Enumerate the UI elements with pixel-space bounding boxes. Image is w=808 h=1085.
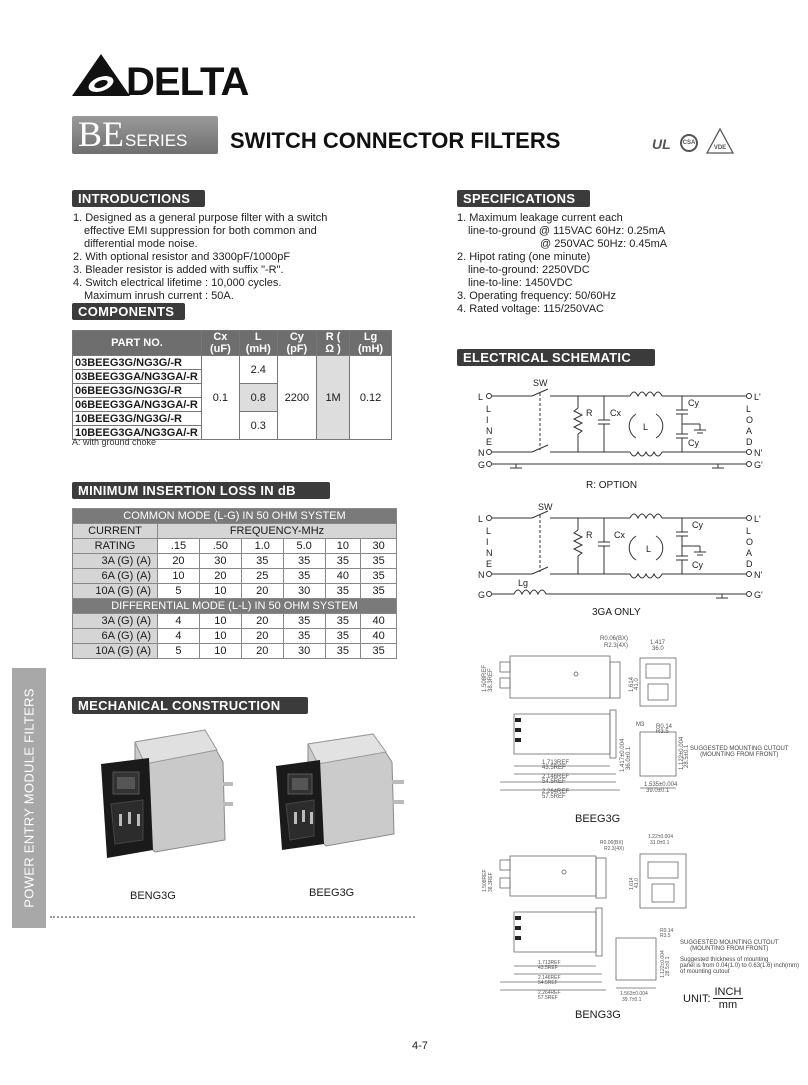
cell: 10 [199,629,241,644]
dim-text: 1.417 [650,640,666,646]
dim-text: 2.146REF [542,774,570,780]
schematic-caption-1: R: OPTION [586,480,638,491]
cell: 35 [361,569,397,584]
dim-text: 2.146REF [538,975,561,981]
l-value: 0.8 [239,384,277,412]
dim-text: 1.122±0.004 [679,736,685,770]
freq-cell: 1.0 [241,539,283,554]
cert-ul-text: UL [652,136,671,152]
row-label: 6A (G) (A) [73,629,158,644]
row-label: 10A (G) (A) [73,644,158,659]
components-note: A: with ground choke [72,437,157,447]
spec-line: 2. Hipot rating (one minute) [457,251,591,263]
spec-line: @ 250VAC 50Hz: 0.45mA [540,238,668,250]
dim-text: M3 [636,722,645,728]
series-big: BE [78,114,125,154]
schem2-load-letter: A [746,548,753,558]
dim-text: 1.614 [629,877,635,890]
dimension-drawing-beng3g [480,828,790,1008]
spec-line: line-to-line: 1450VDC [468,277,573,289]
schem2-line-letter: I [486,537,489,547]
frequency-label: FREQUENCY-MHz [158,524,397,539]
dim-text: 2.264REF [542,789,570,795]
cell: 10 [158,569,200,584]
l-value: 2.4 [239,356,277,384]
part-number: 03BEEG3GA/NG3GA/-R [73,370,202,384]
schem2-sw: SW [538,502,553,512]
dimension-drawing-beeg3g [480,632,790,812]
dim-text: 36.0±0.1 [626,746,632,770]
rating-label: RATING [73,539,158,554]
schem1-gp: G' [754,460,763,470]
schem2-line-letter: N [486,548,493,558]
schematic-caption-2: 3GA ONLY [592,607,641,618]
schem1-np: N' [754,448,763,458]
col-header: Cy (pF) [277,331,316,356]
r-value: 1M [317,356,350,440]
unit-mm: mm [718,999,738,1011]
schem1-n: N [478,448,485,458]
schem2-load-letter: D [746,559,753,569]
table-row [73,554,397,569]
cy-value: 2200 [277,356,316,440]
l-value: 0.3 [239,412,277,440]
cert-csa-icon [680,134,698,152]
components-heading: COMPONENTS [72,303,185,320]
table-row [73,644,397,659]
cutout-front-label: SUGGESTED MOUNTING CUTOUT (MOUNTING FROM FRONT) [690,746,789,758]
table-row [73,614,397,629]
dim-text: 41.0 [634,678,640,690]
photo-caption-beeg3g: BEEG3G [309,887,355,899]
cell: 5 [158,644,200,659]
dim-text: 1.22±0.004 [648,834,673,840]
freq-cell: .50 [199,539,241,554]
cell: 30 [283,644,325,659]
freq-cell: 10 [325,539,361,554]
cell: 35 [361,584,397,599]
series-small: SERIES [125,131,188,150]
schem1-load-letter: D [746,437,753,447]
series-badge [72,116,218,154]
cell: 35 [241,554,283,569]
cell: 20 [241,644,283,659]
row-label: 3A (G) (A) [73,554,158,569]
cell: 5 [158,584,200,599]
specifications-text [457,212,667,316]
dim-text: 1.713REF [538,960,561,966]
schematic-heading: ELECTRICAL SCHEMATIC [457,349,655,366]
drawing-caption-beng3g: BENG3G [575,1009,621,1021]
dim-text: 54.5REF [542,779,566,785]
dim-text: 43.5REF [538,965,558,971]
cell: 35 [283,614,325,629]
dim-text: 57.5REF [538,995,558,1001]
dim-text: R2.3(4X) [604,846,625,852]
table-row [73,584,397,599]
row-label: 10A (G) (A) [73,584,158,599]
dim-text: 1.563±0.004 [620,991,648,997]
cell: 35 [325,554,361,569]
dim-text: R3.5 [660,933,671,939]
schem1-load-letter: A [746,426,753,436]
part-number: 03BEEG3G/NG3G/-R [73,356,202,370]
dim-text: 39.7±0.1 [622,997,642,1003]
part-number: 10BEEG3G/NG3G/-R [73,412,202,426]
cell: 4 [158,614,200,629]
dim-text: R0.14 [656,724,673,730]
unit-inch: INCH [714,986,742,998]
cell: 35 [325,629,361,644]
cell: 10 [199,584,241,599]
cell: 40 [325,569,361,584]
differential-mode-title: DIFFERENTIAL MODE (L-L) IN 50 OHM SYSTEM [73,599,397,614]
schem1-r: R [586,408,593,418]
dotted-divider [50,916,415,918]
intro-line: effective EMI suppression for both common and [84,225,317,237]
intro-line: 2. With optional resistor and 3300pF/1000pF [73,251,291,263]
schem1-load-letter: L [746,404,752,414]
intro-line: 4. Switch electrical lifetime : 10,000 cycles. [73,277,282,289]
dim-text: 1.417±0.004 [620,738,626,772]
cx-value: 0.1 [201,356,239,440]
intro-line: differential mode noise. [84,238,198,250]
schem2-g: G [478,590,486,600]
drawing-caption-beeg3g: BEEG3G [575,813,621,825]
cell: 20 [158,554,200,569]
dim-text: 41.0 [634,878,640,888]
page-title: SWITCH CONNECTOR FILTERS [230,128,561,153]
dim-text: 38.3REF [488,872,494,892]
page-number: 4-7 [412,1040,428,1052]
schem2-n: N [478,570,485,580]
schem2-r: R [586,530,593,540]
dim-text: 28.5±0.1 [684,744,690,768]
cert-csa-text: CSA [682,140,696,146]
dim-text: 1.508REF [482,664,488,692]
dim-text: 2.264REF [538,990,561,996]
introductions-text [73,212,327,303]
common-mode-title: COMMON MODE (L-G) IN 50 OHM SYSTEM [73,509,397,524]
cutout-thickness-note: Suggested thickness of mounting panel is from 0.04(1.0) to 0.63(1.6) inch(mm) of mounting cutout [680,957,800,975]
cell: 20 [241,584,283,599]
part-number: 10BEEG3GA/NG3GA/-R [73,426,202,440]
dim-text: R3.5 [656,729,669,735]
spec-line: 3. Operating frequency: 50/60Hz [457,290,616,302]
dim-text: 38.3REF [488,668,494,692]
cell: 20 [199,569,241,584]
cell: 10 [199,644,241,659]
dim-text: 31.0±0.1 [650,840,670,846]
brand-name: DELTA [126,60,249,104]
dim-text: R2.3(4X) [604,643,629,649]
freq-cell: 5.0 [283,539,325,554]
schem2-line-letter: E [486,559,493,569]
mechanical-heading: MECHANICAL CONSTRUCTION [72,697,308,714]
components-table [72,330,392,440]
dim-text: 1.535±0.004 [644,782,678,788]
cell: 35 [283,554,325,569]
dim-text: 1.713REF [542,760,570,766]
dim-text: 54.5REF [538,980,558,986]
cell: 35 [361,554,397,569]
cell: 20 [241,614,283,629]
schematic-diagram-1 [470,376,780,494]
cell: 30 [199,554,241,569]
schem1-cx: Cx [610,408,621,418]
cell: 35 [283,629,325,644]
cert-vde-text: VDE [713,145,727,151]
spec-line: 4. Rated voltage: 115/250VAC [457,303,604,315]
cell: 35 [325,584,361,599]
delta-logo-icon [70,52,132,98]
side-band-label: POWER ENTRY MODULE FILTERS [21,688,37,908]
filter-photo-beng3g [95,722,235,872]
schem1-line-letter: I [486,415,489,425]
schem1-load-letter: O [746,415,754,425]
schem1-cy2: Cy [688,438,699,448]
schem2-line-letter: L [486,526,492,536]
cell: 35 [283,569,325,584]
schem2-np: N' [754,570,763,580]
cell: 35 [361,644,397,659]
schem2-load-letter: L [746,526,752,536]
table-row [73,569,397,584]
cell: 10 [199,614,241,629]
schem1-g: G [478,460,486,470]
schem1-sw: SW [533,378,548,388]
schem2-cx: Cx [614,530,625,540]
dim-text: 28.5±0.1 [665,956,671,976]
dim-text: R0.14 [660,928,674,934]
dim-text: 39.0±0.1 [646,788,670,794]
dim-text: 1.508REF [482,869,488,892]
cert-ul-icon [652,136,671,152]
dim-text: 1.122±0.004 [660,950,666,978]
schem2-lg: Lg [518,578,529,588]
schem2-lp: L' [754,514,761,524]
spec-line: line-to-ground @ 115VAC 60Hz: 0.25mA [468,225,666,237]
schem1-cy: Cy [688,398,699,408]
insertion-loss-table [72,508,397,659]
schem2-cy2: Cy [692,560,703,570]
dim-text: 43.5REF [542,765,566,771]
freq-cell: .15 [158,539,200,554]
row-label: 3A (G) (A) [73,614,158,629]
specifications-heading: SPECIFICATIONS [457,190,590,207]
dim-text: 1.614 [629,676,635,692]
col-header: Lg (mH) [350,331,392,356]
schem1-lp: L' [754,392,761,402]
schem1-l: L [478,392,484,402]
schem1-line-letter: N [486,426,493,436]
cutout-front-label-2: SUGGESTED MOUNTING CUTOUT (MOUNTING FROM FRONT) [680,940,779,952]
intro-line: Maximum inrush current : 50A. [84,290,234,302]
introductions-heading: INTRODUCTIONS [72,190,205,207]
cert-vde-icon [706,128,734,154]
part-number: 06BEEG3G/NG3G/-R [73,384,202,398]
dim-text: 57.5REF [542,794,566,800]
intro-line: 1. Designed as a general purpose filter with a switch [73,212,328,224]
spec-line: line-to-ground: 2250VDC [468,264,590,276]
col-header: R ( Ω ) [317,331,350,356]
col-header: L (mH) [239,331,277,356]
insertion-loss-heading: MINIMUM INSERTION LOSS IN dB [72,482,330,499]
col-header: PART NO. [73,331,202,356]
lg-value: 0.12 [350,356,392,440]
table-row [73,629,397,644]
schematic-diagram-2 [470,500,780,608]
cell: 4 [158,629,200,644]
spec-line: 1. Maximum leakage current each [457,212,623,224]
schem1-l-label: L [643,422,649,432]
unit-label [683,986,743,1011]
col-header: Cx (uF) [201,331,239,356]
current-label: CURRENT [73,524,158,539]
part-number: 06BEEG3GA/NG3GA/-R [73,398,202,412]
schem2-gp: G' [754,590,763,600]
dim-text: R0.06(BX) [600,636,629,642]
row-label: 6A (G) (A) [73,569,158,584]
unit-prefix: UNIT: [683,992,711,1005]
freq-cell: 30 [361,539,397,554]
cell: 25 [241,569,283,584]
cell: 35 [325,644,361,659]
schem1-line-letter: L [486,404,492,414]
schem2-l: L [478,514,484,524]
intro-line: 3. Bleader resistor is added with suffix "-R". [73,264,284,276]
dim-text: R0.06(BX) [600,840,624,846]
cell: 35 [325,614,361,629]
cell: 40 [361,629,397,644]
dim-text: 36.0 [652,646,664,652]
cell: 40 [361,614,397,629]
schem2-l-label: L [646,544,652,554]
filter-photo-beeg3g [268,722,408,872]
schem2-load-letter: O [746,537,754,547]
cell: 20 [241,629,283,644]
schem2-cy: Cy [692,520,703,530]
schem1-line-letter: E [486,437,493,447]
cell: 30 [283,584,325,599]
photo-caption-beng3g: BENG3G [130,890,176,902]
